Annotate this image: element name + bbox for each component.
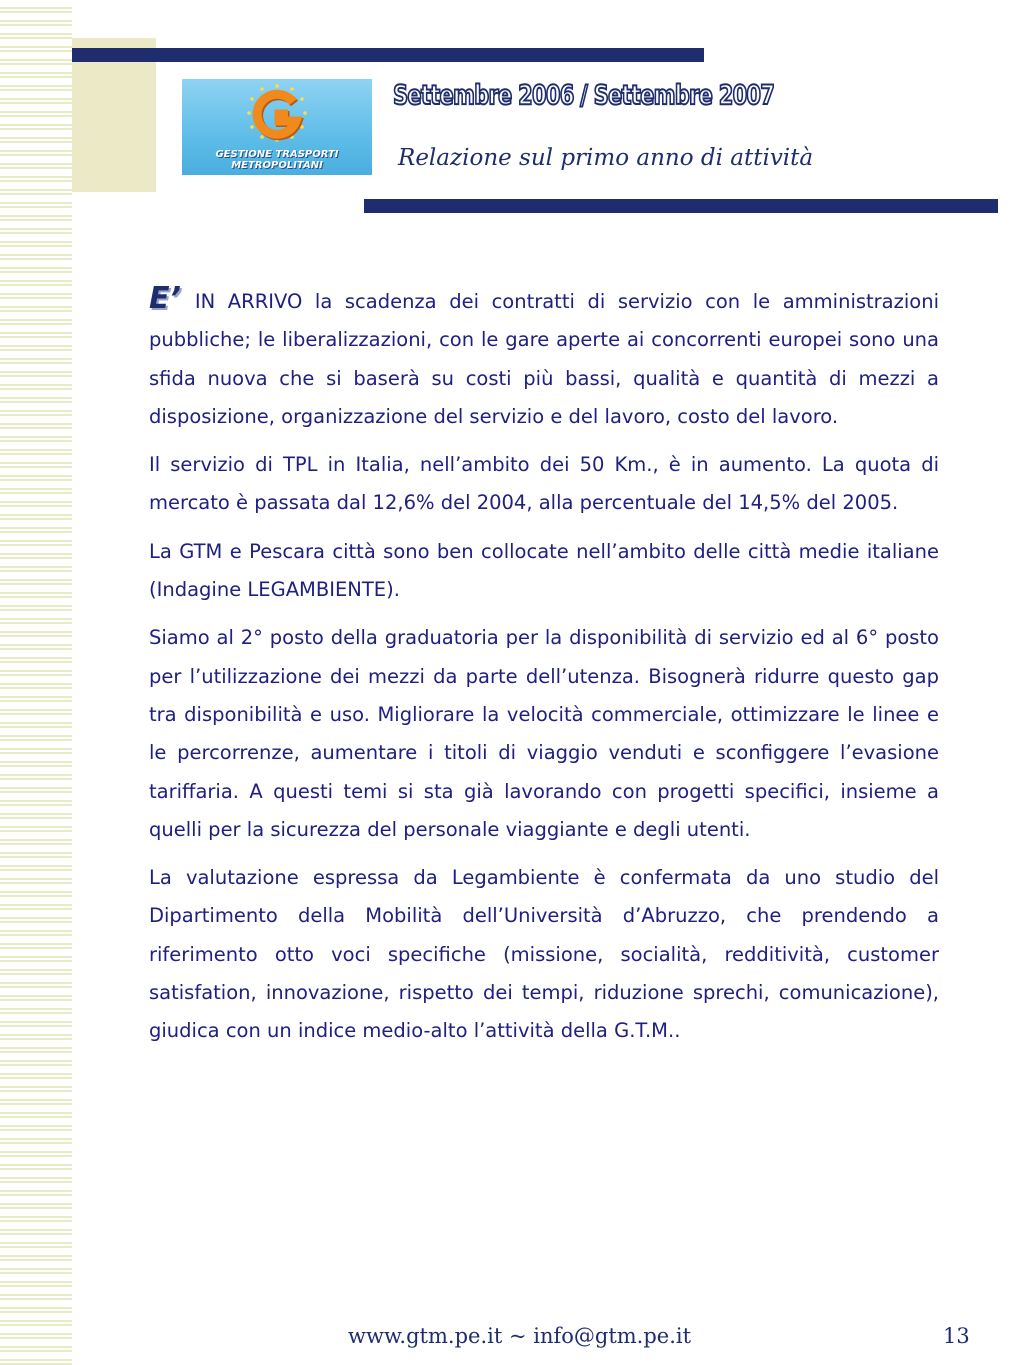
decorative-stripes	[0, 0, 72, 1365]
paragraph-4: Siamo al 2° posto della graduatoria per la disponibilità di servizio ed al 6° posto per l’utilizzazione dei mezzi da parte dell’utenza. Bisognerà ridurre questo gap tra disponibilità e uso. Migliorare la velocità commerciale, ottimizzare le linee e le percorrenze, aumentare i titoli di viaggio venduti e sconfiggere l’evasione tariffaria. A questi temi si sta già lavorando con progetti specifici, insieme a quelli per la sicurezza del personale viaggiante e degli utenti.	[149, 626, 939, 841]
header-bottom-rule	[364, 199, 998, 213]
paragraph-5: La valutazione espressa da Legambiente è confermata da uno studio del Dipartimento della Mobilità dell’Università d’Abruzzo, che prendendo a riferimento otto voci specifiche (missione, socialità, redditività, customer satisfation, innovazione, rispetto dei tempi, riduzione sprechi, comunicazione), giudica con un indice medio-alto l’attività della G.T.M..	[149, 866, 939, 1043]
drop-cap: E’	[149, 281, 181, 316]
report-body	[149, 280, 939, 1061]
logo-line-1: GESTIONE TRASPORTI	[215, 149, 339, 160]
paragraph-1	[149, 280, 939, 436]
header-top-rule	[72, 48, 704, 62]
report-period: Settembre 2006 / Settembre 2007	[393, 80, 775, 111]
footer-contact: www.gtm.pe.it ~ info@gtm.pe.it	[348, 1324, 692, 1348]
page-number: 13	[943, 1324, 970, 1348]
paragraph-3: La GTM e Pescara città sono ben collocate nell’ambito delle città medie italiane (Indagine LEGAMBIENTE).	[149, 539, 939, 602]
gtm-logo	[182, 79, 372, 175]
paragraph-1-text: IN ARRIVO la scadenza dei contratti di servizio con le amministrazioni pubbliche; le liberalizzazioni, con le gare aperte ai concorrenti europei sono una sfida nuova che si baserà su costi più bassi, qualità e quantità di mezzi a disposizione, organizzazione del servizio e del lavoro, costo del lavoro.	[149, 290, 939, 428]
logo-line-2: METROPOLITANI	[231, 160, 323, 171]
report-subtitle: Relazione sul primo anno di attività	[398, 145, 814, 171]
paragraph-2: Il servizio di TPL in Italia, nell’ambito dei 50 Km., è in aumento. La quota di mercato è passata dal 12,6% del 2004, alla percentuale del 14,5% del 2005.	[149, 453, 939, 515]
